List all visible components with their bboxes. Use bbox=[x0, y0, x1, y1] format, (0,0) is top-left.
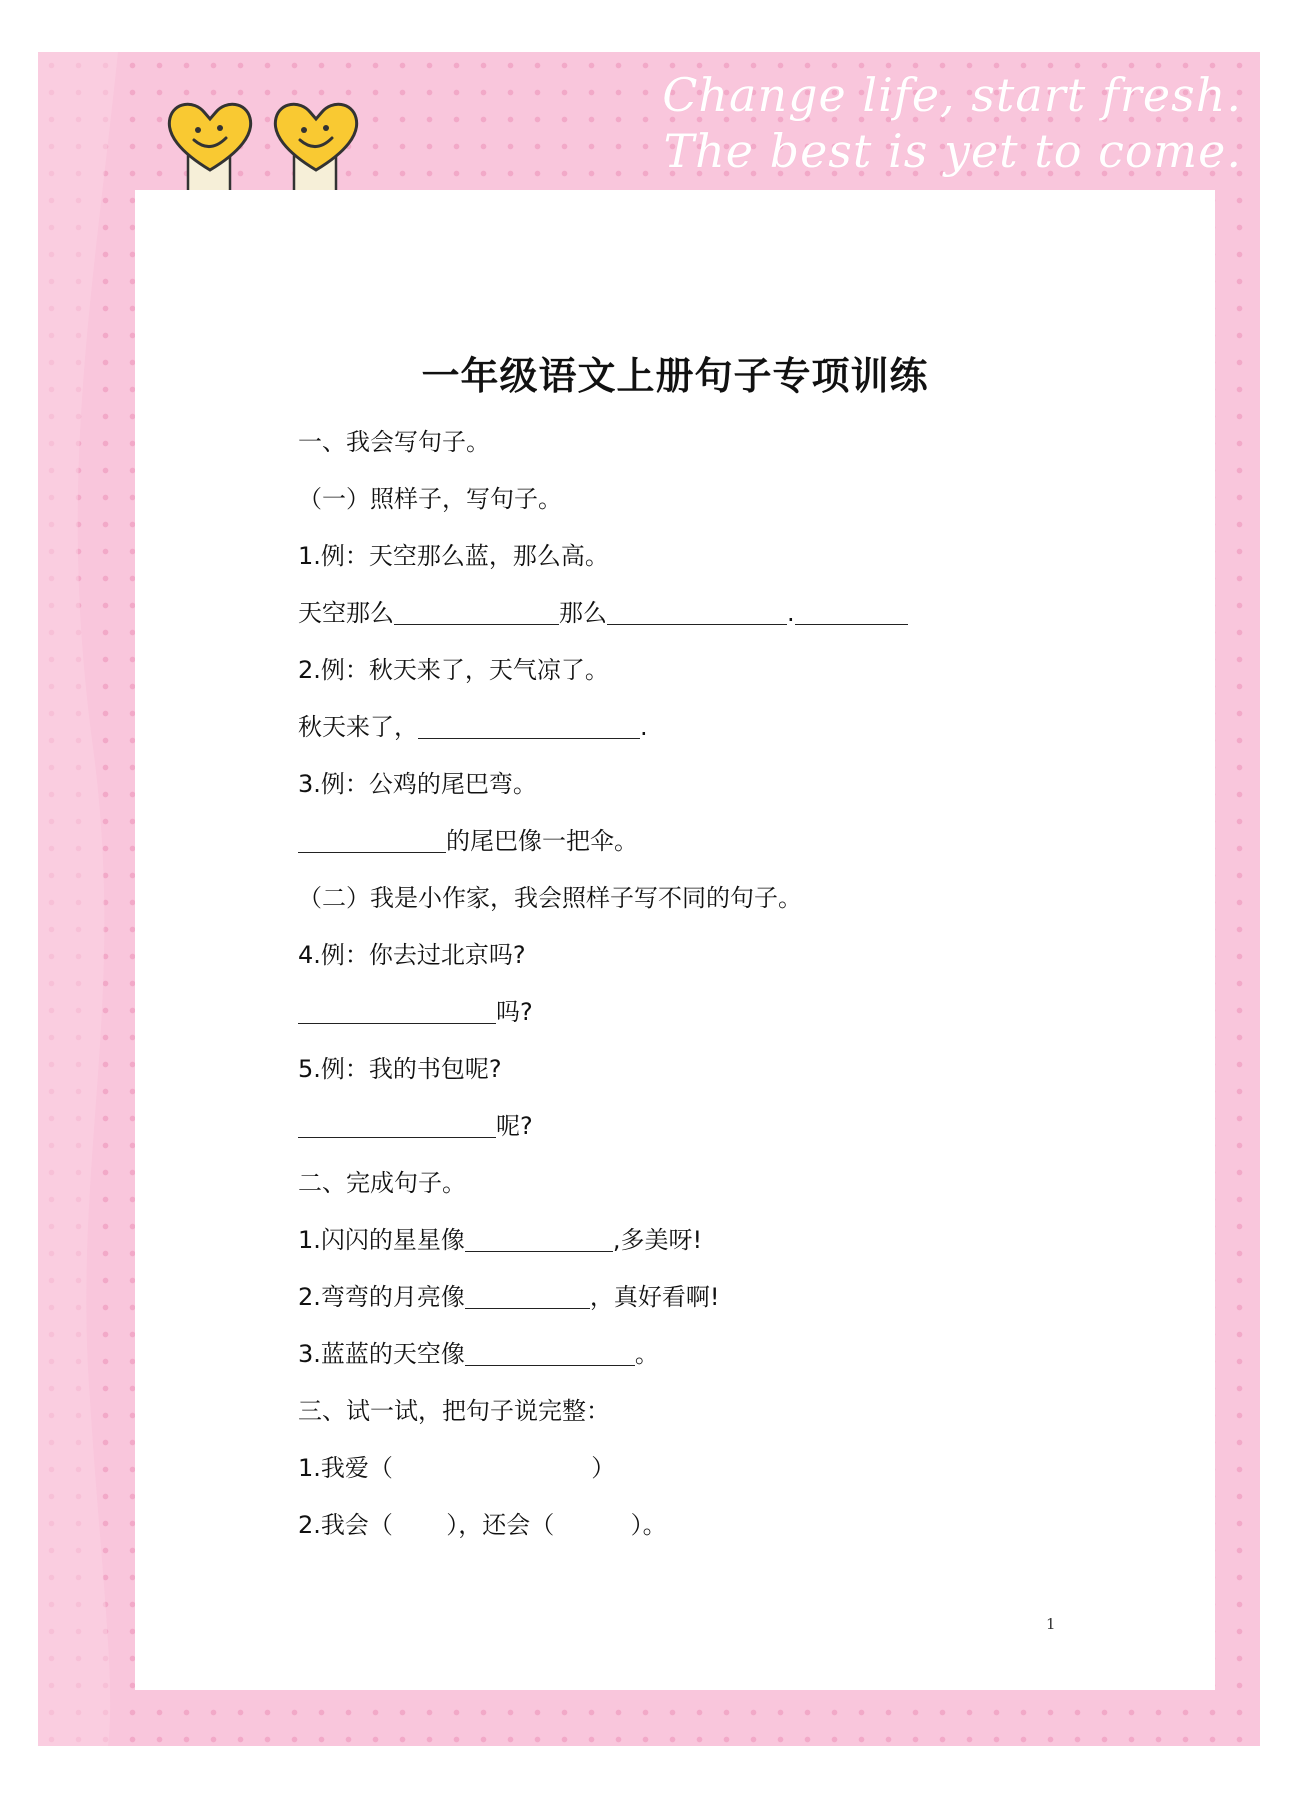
q5-example: 5.例：我的书包呢? bbox=[298, 1055, 502, 1083]
q2-dot: . bbox=[640, 713, 648, 741]
worksheet-paper bbox=[135, 190, 1215, 1690]
c1-suffix: ,多美呀! bbox=[612, 1226, 703, 1254]
q5-suffix: 呢? bbox=[496, 1112, 533, 1140]
q4-blank[interactable] bbox=[298, 993, 496, 1024]
q3-suffix: 的尾巴像一把伞。 bbox=[446, 827, 638, 855]
q1-prefix: 天空那么 bbox=[298, 599, 394, 627]
page-title: 一年级语文上册句子专项训练 bbox=[421, 354, 929, 398]
slogan-line-1: Change life, start fresh. bbox=[662, 68, 1242, 122]
q1-dot: . bbox=[787, 599, 795, 627]
q1-blank-2[interactable] bbox=[607, 594, 787, 625]
worksheet-content bbox=[298, 420, 908, 1560]
t1-line: 1.我爱（ ） bbox=[298, 1454, 616, 1482]
c3-line bbox=[298, 1332, 908, 1389]
c2-blank[interactable] bbox=[465, 1278, 590, 1309]
page-number: 1 bbox=[1046, 1615, 1056, 1633]
q4-answer-line bbox=[298, 990, 908, 1047]
c1-blank[interactable] bbox=[465, 1221, 613, 1252]
q2-blank[interactable] bbox=[418, 708, 640, 739]
q2-example: 2.例：秋天来了，天气凉了。 bbox=[298, 656, 609, 684]
q3-answer-line bbox=[298, 819, 908, 876]
q3-example: 3.例：公鸡的尾巴弯。 bbox=[298, 770, 537, 798]
section-1-subheading-1: （一）照样子，写句子。 bbox=[298, 485, 562, 513]
heart-clip-left-icon bbox=[160, 92, 260, 202]
q1-answer-line bbox=[298, 591, 908, 648]
c3-blank[interactable] bbox=[465, 1335, 635, 1366]
slogan-line-2: The best is yet to come. bbox=[663, 124, 1242, 178]
q1-mid: 那么 bbox=[559, 599, 607, 627]
q1-example: 1.例：天空那么蓝，那么高。 bbox=[298, 542, 609, 570]
q4-suffix: 吗? bbox=[496, 998, 533, 1026]
section-2-heading: 二、完成句子。 bbox=[298, 1169, 466, 1197]
c2-line bbox=[298, 1275, 908, 1332]
q1-blank-1[interactable] bbox=[394, 594, 559, 625]
c3-suffix: 。 bbox=[634, 1340, 659, 1368]
t2-line: 2.我会（ ），还会（ ）。 bbox=[298, 1511, 667, 1539]
c3-prefix: 3.蓝蓝的天空像 bbox=[298, 1340, 465, 1368]
section-1-heading: 一、我会写句子。 bbox=[298, 428, 490, 456]
section-1-subheading-2: （二）我是小作家，我会照样子写不同的句子。 bbox=[298, 884, 802, 912]
heart-clip-right-icon bbox=[266, 92, 366, 202]
section-3-heading: 三、试一试，把句子说完整： bbox=[298, 1397, 610, 1425]
c2-suffix: ，真好看啊! bbox=[589, 1283, 720, 1311]
q3-blank[interactable] bbox=[298, 822, 446, 853]
c1-prefix: 1.闪闪的星星像 bbox=[298, 1226, 465, 1254]
q5-answer-line bbox=[298, 1104, 908, 1161]
q1-blank-3[interactable] bbox=[795, 594, 908, 625]
q5-blank[interactable] bbox=[298, 1107, 496, 1138]
c1-line bbox=[298, 1218, 908, 1275]
c2-prefix: 2.弯弯的月亮像 bbox=[298, 1283, 465, 1311]
q4-example: 4.例：你去过北京吗? bbox=[298, 941, 526, 969]
q2-prefix: 秋天来了， bbox=[298, 713, 418, 741]
q2-answer-line bbox=[298, 705, 908, 762]
